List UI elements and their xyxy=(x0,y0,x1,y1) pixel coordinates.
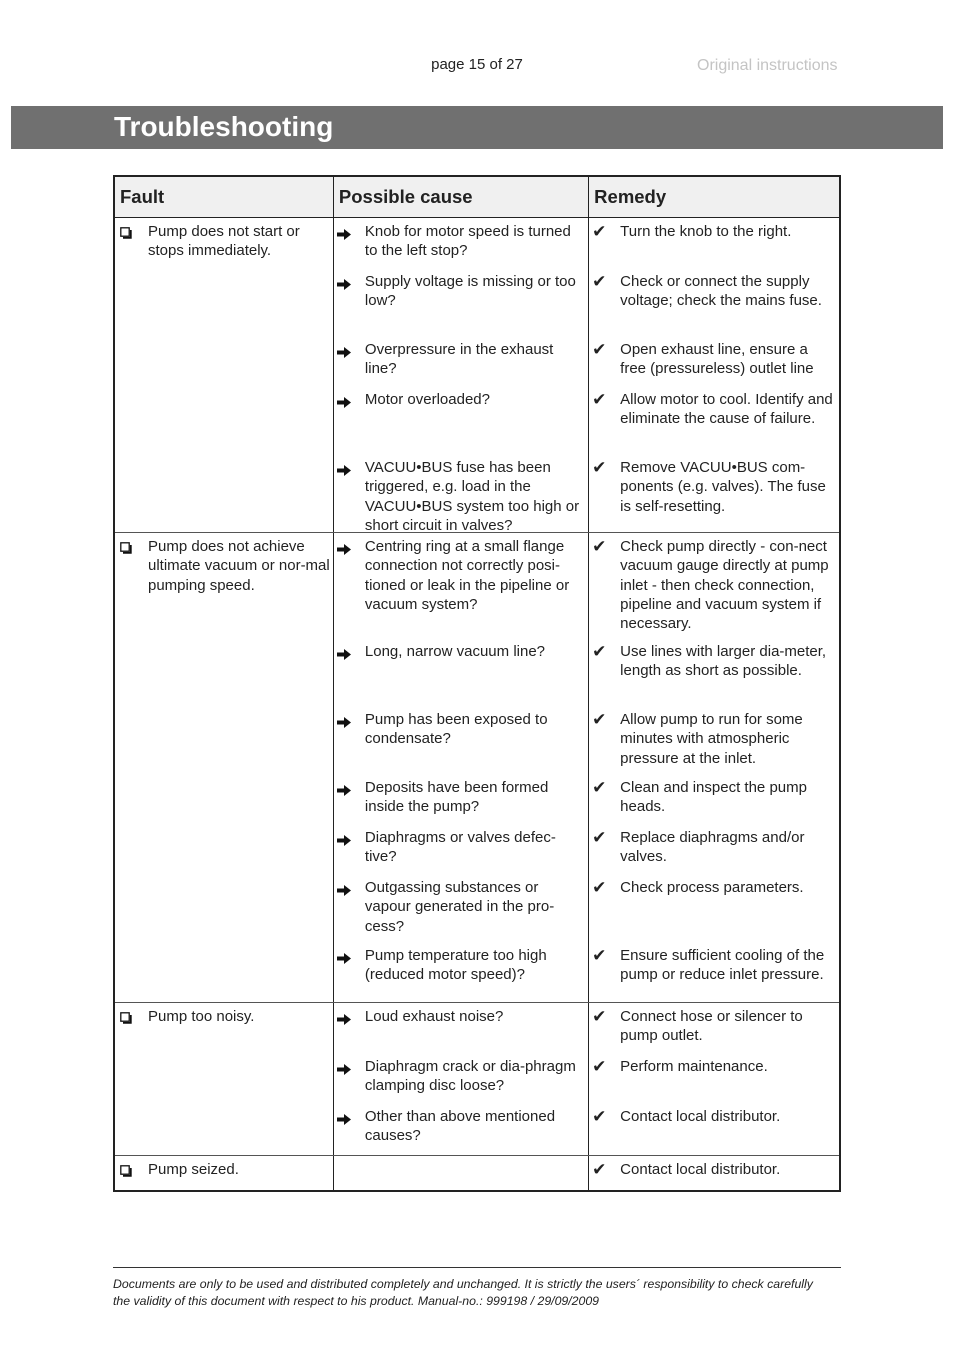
troubleshooting-table xyxy=(113,175,841,1192)
fault-text: Pump does not start or stops immediately. xyxy=(148,223,300,260)
remedy-text: Clean and inspect the pump heads. xyxy=(620,779,807,816)
remedy-item xyxy=(592,537,834,633)
remedy-item xyxy=(592,1160,834,1179)
page-title: Troubleshooting xyxy=(114,111,334,142)
remedy-text: Check or connect the supply voltage; check the mains fuse. xyxy=(620,273,822,310)
header-fault: Fault xyxy=(114,176,333,218)
checkmark-icon: ✔ xyxy=(592,222,607,241)
fault-group-row xyxy=(114,1003,840,1156)
cause-item xyxy=(337,1057,583,1096)
remedy-text: Use lines with larger dia-meter, length as short as possible. xyxy=(620,643,827,680)
cause-text: VACUU•BUS fuse has been triggered, e.g. load in the VACUU•BUS system too high or short circuit in valves? xyxy=(364,459,580,534)
checkbox-icon xyxy=(120,1007,148,1029)
remedy-text: Check process parameters. xyxy=(620,879,804,896)
fault-group-row xyxy=(114,218,840,533)
cause-text: Motor overloaded? xyxy=(364,391,490,408)
arrow-right-icon xyxy=(337,1107,365,1146)
cause-text: Deposits have been formed inside the pump? xyxy=(364,779,549,816)
cause-item xyxy=(337,878,583,936)
remedy-item xyxy=(592,1007,834,1046)
remedy-cell xyxy=(589,1156,840,1192)
arrow-right-icon xyxy=(337,642,365,665)
remedy-item xyxy=(592,828,834,867)
footer-line-1: Documents are only to be used and distributed completely and unchanged. It is strictly the users´ responsibility to check carefully xyxy=(113,1277,813,1291)
checkmark-icon: ✔ xyxy=(592,878,607,897)
cause-item xyxy=(337,642,583,665)
arrow-right-icon xyxy=(337,340,365,379)
remedy-item xyxy=(592,458,834,516)
checkbox-icon xyxy=(120,537,148,595)
checkmark-icon: ✔ xyxy=(592,1107,607,1126)
checkmark-icon: ✔ xyxy=(592,642,607,661)
arrow-right-icon xyxy=(337,710,365,749)
remedy-text: Ensure sufficient cooling of the pump or reduce inlet pressure. xyxy=(620,947,825,984)
cause-text: Pump has been exposed to condensate? xyxy=(364,711,548,748)
checkmark-icon: ✔ xyxy=(592,946,607,965)
cause-item xyxy=(337,340,583,379)
remedy-item xyxy=(592,1057,834,1076)
remedy-text: Remove VACUU•BUS com-ponents (e.g. valves). The fuse is self-resetting. xyxy=(620,459,826,515)
arrow-right-icon xyxy=(337,946,365,985)
cause-item xyxy=(337,272,583,311)
remedy-item xyxy=(592,272,834,311)
cause-text: Supply voltage is missing or too low? xyxy=(364,273,576,310)
remedy-text: Allow pump to run for some minutes with atmospheric pressure at the inlet. xyxy=(620,711,803,767)
arrow-right-icon xyxy=(337,272,365,311)
checkbox-icon xyxy=(120,1160,148,1182)
fault-cell xyxy=(114,1156,333,1192)
checkmark-icon: ✔ xyxy=(592,1057,607,1076)
fault-item xyxy=(120,222,333,261)
remedy-item xyxy=(592,710,834,768)
remedy-text: Check pump directly - con-nect vacuum gauge directly at pump inlet - then check connection, pipeline and vacuum system if necessary. xyxy=(620,538,829,633)
cause-cell xyxy=(333,533,588,1003)
arrow-right-icon xyxy=(337,222,365,261)
remedy-text: Open exhaust line, ensure a free (pressureless) outlet line xyxy=(620,341,814,378)
cause-text: Pump temperature too high (reduced motor speed)? xyxy=(364,947,547,984)
fault-cell xyxy=(114,1003,333,1156)
footer-note xyxy=(113,1276,853,1309)
cause-item xyxy=(337,222,583,261)
remedy-text: Replace diaphragms and/or valves. xyxy=(620,829,805,866)
remedy-item xyxy=(592,946,834,985)
page-number: page 15 of 27 xyxy=(431,56,523,73)
remedy-item xyxy=(592,222,834,241)
remedy-item xyxy=(592,390,834,429)
cause-item xyxy=(337,946,583,985)
remedy-item xyxy=(592,340,834,379)
cause-cell xyxy=(333,1156,588,1192)
checkbox-icon xyxy=(120,222,148,261)
cause-item xyxy=(337,1107,583,1146)
checkmark-icon: ✔ xyxy=(592,390,607,409)
table-header-row xyxy=(114,176,840,218)
checkmark-icon: ✔ xyxy=(592,778,607,797)
original-instructions-label: Original instructions xyxy=(697,57,838,74)
remedy-cell xyxy=(589,1003,840,1156)
fault-text: Pump seized. xyxy=(148,1161,239,1178)
remedy-text: Contact local distributor. xyxy=(620,1161,781,1178)
arrow-right-icon xyxy=(337,878,365,936)
cause-text: Other than above mentioned causes? xyxy=(364,1108,556,1145)
checkmark-icon: ✔ xyxy=(592,1007,607,1026)
arrow-right-icon xyxy=(337,778,365,817)
remedy-item xyxy=(592,878,834,897)
fault-group-row xyxy=(114,533,840,1003)
cause-item xyxy=(337,828,583,867)
cause-item xyxy=(337,710,583,749)
arrow-right-icon xyxy=(337,1007,365,1030)
cause-item xyxy=(337,778,583,817)
cause-text: Diaphragms or valves defec-tive? xyxy=(364,829,556,866)
remedy-text: Connect hose or silencer to pump outlet. xyxy=(620,1008,803,1045)
fault-group-row xyxy=(114,1156,840,1192)
cause-text: Loud exhaust noise? xyxy=(364,1008,504,1025)
footer-divider xyxy=(113,1267,841,1268)
remedy-text: Perform maintenance. xyxy=(620,1058,768,1075)
arrow-right-icon xyxy=(337,1057,365,1096)
checkmark-icon: ✔ xyxy=(592,710,607,729)
cause-item xyxy=(337,537,583,614)
remedy-cell xyxy=(589,218,840,533)
fault-cell xyxy=(114,533,333,1003)
cause-cell xyxy=(333,218,588,533)
header-remedy: Remedy xyxy=(589,176,840,218)
fault-text: Pump does not achieve ultimate vacuum or nor-mal pumping speed. xyxy=(148,538,330,594)
header-possible-cause: Possible cause xyxy=(333,176,588,218)
checkmark-icon: ✔ xyxy=(592,828,607,847)
remedy-item xyxy=(592,778,834,817)
remedy-text: Contact local distributor. xyxy=(620,1108,781,1125)
cause-cell xyxy=(333,1003,588,1156)
cause-text: Long, narrow vacuum line? xyxy=(364,643,546,660)
cause-text: Centring ring at a small flange connection not correctly posi-tioned or leak in the pipeline or vacuum system? xyxy=(364,538,570,613)
remedy-item xyxy=(592,1107,834,1126)
remedy-item xyxy=(592,642,834,681)
cause-item xyxy=(337,458,583,535)
checkmark-icon: ✔ xyxy=(592,1160,607,1179)
checkmark-icon: ✔ xyxy=(592,272,607,291)
cause-text: Knob for motor speed is turned to the left stop? xyxy=(364,223,571,260)
cause-text: Outgassing substances or vapour generated in the pro-cess? xyxy=(364,879,555,935)
checkmark-icon: ✔ xyxy=(592,458,607,477)
cause-item xyxy=(337,390,583,413)
arrow-right-icon xyxy=(337,537,365,614)
cause-item xyxy=(337,1007,583,1030)
remedy-cell xyxy=(589,533,840,1003)
footer-line-2: the validity of this document with respect to his product. Manual-no.: 999198 / 29/09/2009 xyxy=(113,1293,600,1308)
title-band xyxy=(11,106,943,149)
fault-item xyxy=(120,537,333,595)
arrow-right-icon xyxy=(337,458,365,535)
fault-cell xyxy=(114,218,333,533)
fault-item xyxy=(120,1160,333,1182)
remedy-text: Allow motor to cool. Identify and eliminate the cause of failure. xyxy=(620,391,833,428)
arrow-right-icon xyxy=(337,828,365,867)
checkmark-icon: ✔ xyxy=(592,340,607,359)
remedy-text: Turn the knob to the right. xyxy=(620,223,792,240)
fault-text: Pump too noisy. xyxy=(148,1008,255,1025)
cause-text: Overpressure in the exhaust line? xyxy=(364,341,554,378)
fault-item xyxy=(120,1007,333,1029)
checkmark-icon: ✔ xyxy=(592,537,607,556)
arrow-right-icon xyxy=(337,390,365,413)
cause-text: Diaphragm crack or dia-phragm clamping disc loose? xyxy=(364,1058,576,1095)
